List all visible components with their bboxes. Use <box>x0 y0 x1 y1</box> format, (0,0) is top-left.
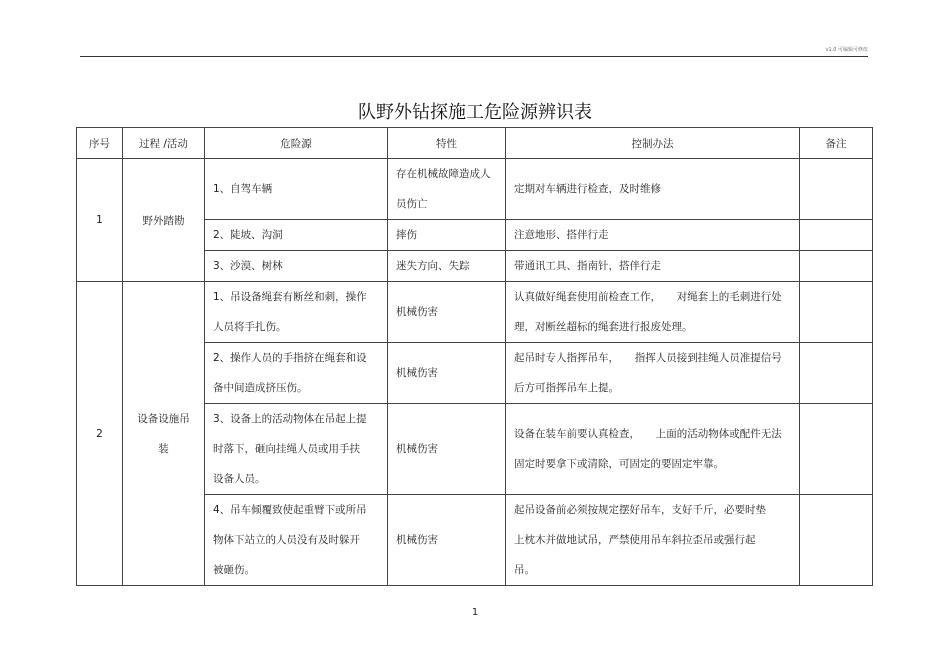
note-cell <box>800 220 873 251</box>
hazard-line: 设备人员。 <box>213 473 266 485</box>
hazard-line: 3、沙漠、树林 <box>213 260 283 272</box>
column-header-hazard: 危险源 <box>205 128 388 159</box>
hazard-line: 时落下，砸向挂绳人员或用手扶 <box>213 443 360 455</box>
control-line: 定期对车辆进行检查，及时维修 <box>514 183 661 195</box>
control-line: 后方可指挥吊车上提。 <box>514 382 619 394</box>
note-cell <box>800 251 873 282</box>
activity-line: 装 <box>158 442 169 455</box>
property-line: 机械伤害 <box>396 443 438 455</box>
table-header-row <box>77 128 873 159</box>
control-cell <box>506 404 800 495</box>
property-cell <box>388 282 506 343</box>
activity-cell <box>123 282 205 586</box>
property-line: 迷失方向、失踪 <box>396 260 470 272</box>
control-line: 注意地形、搭伴行走 <box>514 229 609 241</box>
property-line: 机械伤害 <box>396 534 438 546</box>
document-title: 队野外钻探施工危险源辨识表 <box>358 102 592 123</box>
property-line: 机械伤害 <box>396 306 438 318</box>
group-index-cell: 2 <box>77 282 123 586</box>
property-line: 员伤亡 <box>396 198 428 210</box>
hazard-line: 3、设备上的活动物体在吊起上提 <box>213 413 367 425</box>
control-line: 起吊设备前必须按规定摆好吊车，支好千斤，必要时垫 <box>514 504 766 516</box>
note-cell <box>800 343 873 404</box>
control-cell <box>506 159 800 220</box>
hazard-cell <box>205 282 388 343</box>
page-number: 1 <box>471 607 479 618</box>
control-cell <box>506 251 800 282</box>
note-cell <box>800 159 873 220</box>
hazard-cell <box>205 404 388 495</box>
header-note: v1.0 可编辑可修改 <box>825 47 868 53</box>
note-cell <box>800 282 873 343</box>
hazard-line: 1、吊设备绳套有断丝和刺，操作 <box>213 291 367 303</box>
hazard-line: 2、操作人员的手指挤在绳套和设 <box>213 352 367 364</box>
header-rule <box>80 56 868 57</box>
control-line: 上枕木并做地试吊，严禁使用吊车斜拉歪吊或强行起 <box>514 534 756 546</box>
control-line: 吊。 <box>514 564 535 576</box>
group-index-cell: 1 <box>77 159 123 282</box>
column-header-index: 序号 <box>77 128 123 159</box>
activity-line: 设备设施吊 <box>137 412 190 425</box>
control-line: 认真做好绳套使用前检查工作， 对绳套上的毛刺进行处 <box>514 291 782 303</box>
control-line: 固定时要拿下或清除，可固定的要固定牢靠。 <box>514 458 724 470</box>
column-header-property: 特性 <box>388 128 506 159</box>
control-line: 带通讯工具、指南针，搭伴行走 <box>514 260 661 272</box>
property-cell <box>388 495 506 586</box>
property-cell <box>388 251 506 282</box>
property-cell <box>388 220 506 251</box>
control-cell <box>506 495 800 586</box>
note-cell <box>800 495 873 586</box>
property-cell <box>388 404 506 495</box>
control-line: 理，对断丝超标的绳套进行报废处理。 <box>514 321 693 333</box>
column-header-control: 控制办法 <box>506 128 800 159</box>
property-line: 机械伤害 <box>396 367 438 379</box>
control-cell <box>506 343 800 404</box>
hazard-line: 被砸伤。 <box>213 564 255 576</box>
property-cell <box>388 159 506 220</box>
control-line: 设备在装车前要认真检查， 上面的活动物体或配件无法 <box>514 428 782 440</box>
control-line: 起吊时专人指挥吊车， 指挥人员接到挂绳人员准提信号 <box>514 352 782 364</box>
hazard-cell <box>205 251 388 282</box>
hazard-line: 1、自驾车辆 <box>213 183 273 195</box>
control-cell <box>506 282 800 343</box>
table-row <box>77 159 873 220</box>
hazard-line: 物体下站立的人员没有及时躲开 <box>213 534 360 546</box>
column-header-note: 备注 <box>800 128 873 159</box>
hazard-line: 2、陡坡、沟洞 <box>213 229 283 241</box>
hazard-line: 备中间造成挤压伤。 <box>213 382 308 394</box>
property-cell <box>388 343 506 404</box>
hazard-cell <box>205 343 388 404</box>
control-cell <box>506 220 800 251</box>
hazard-cell <box>205 495 388 586</box>
column-header-activity: 过程 /活动 <box>123 128 205 159</box>
activity-cell: 野外踏勘 <box>123 159 205 282</box>
hazard-table <box>76 127 873 586</box>
property-line: 摔伤 <box>396 229 417 241</box>
property-line: 存在机械故障造成人 <box>396 168 491 180</box>
hazard-cell <box>205 220 388 251</box>
hazard-cell <box>205 159 388 220</box>
hazard-line: 4、吊车倾覆致使起重臂下或所吊 <box>213 504 367 516</box>
table-row <box>77 282 873 343</box>
note-cell <box>800 404 873 495</box>
hazard-line: 人员将手扎伤。 <box>213 321 287 333</box>
